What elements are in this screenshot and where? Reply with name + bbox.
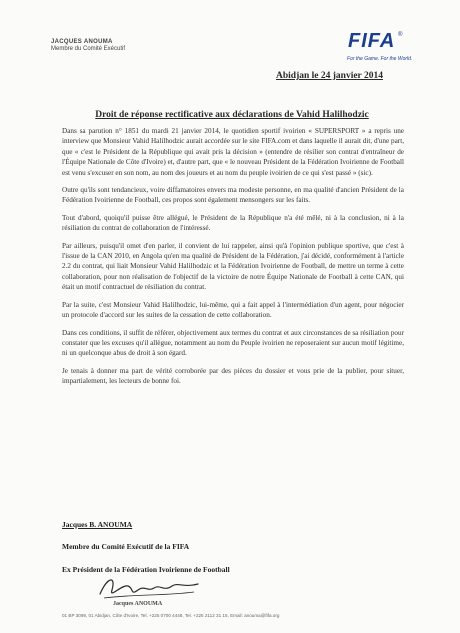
sender-role: Membre du Comité Exécutif <box>51 46 126 52</box>
signed-name: Jacques ANOUMA <box>113 601 163 607</box>
paragraph: Dans sa parution n° 1851 du mardi 21 janvier 2014, le quotidien sportif ivoirien « SUPERSPORT » a repris une interview que Monsieur Vahid Halilhodzic aurait accordée sur le site FIFA.com et dans laquelle il aurait dit, d'une part, que « c'est le Président de la République qui avait pris la décision » (entendre de résilier son contrat d'entraîneur de l'Équipe Nationale de Côte d'Ivoire) et, d'autre part, que « le nouveau Président de la Fédération Ivoirienne de Football est venu s'excuser en son nom, au nom des joueurs et au nom du peuple ivoirien de ce qui s'est passé » (sic). <box>62 127 404 177</box>
paragraph: Tout d'abord, quoiqu'il puisse être allégué, le Président de la République n'a été mêlé, ni à la conclusion, ni à la résiliation du contrat de collaboration de l'intéressé. <box>62 213 404 233</box>
letter-footer: 01 BP 3099, 01 Abidjan, Côte d'Ivoire, Tel. +225 0700 4448, Tel. +225 2112 31 15, Email: anouma@fifa.org <box>62 613 280 618</box>
sender-name: JACQUES ANOUMA <box>51 39 113 45</box>
paragraph: Outre qu'ils sont tendancieux, voire diffamatoires envers ma modeste personne, en ma qualité d'ancien Président de la Fédération Ivoirienne de Football, ces propos sont également mensongers sur les faits. <box>62 186 404 205</box>
sender-header <box>51 39 125 53</box>
signatory-name: Jacques B. ANOUMA <box>62 520 133 529</box>
paragraph: Par la suite, c'est Monsieur Vahid Halilhodzic, lui-même, qui a fait appel à l'intermédiation d'un agent, pour négocier un protocole d'accord sur les suites de la cessation de cette collaboration. <box>62 300 404 320</box>
paragraph: Dans ces conditions, il suffit de référer, objectivement aux termes du contrat et aux circonstances de sa résiliation pour constater que les excuses qu'il allègue, notamment au nom du Peuple ivoirien ne reposeraient sur aucun motif légitime, ni un quelconque abus de droit à son égard. <box>62 328 405 358</box>
fifa-logo: FIFA <box>348 30 396 52</box>
letter-date: Abidjan le 24 janvier 2014 <box>276 71 383 81</box>
handwritten-signature <box>94 572 204 602</box>
signatory-title-1: Membre du Comité Exécutif de la FIFA <box>62 542 190 551</box>
paragraph: Je tenais à donner ma part de vérité corroborée par des pièces du dossier et vous prie de la publier, pour situer, impartialement, les lecteurs de bonne foi. <box>62 366 404 386</box>
signatory-title-2: Ex Président de la Fédération Ivoirienne de Football <box>62 565 230 574</box>
paragraph: Par ailleurs, puisqu'il omet d'en parler, il convient de lui rappeler, ainsi qu'à l'opinion publique sportive, que c'est à l'issue de la CAN 2010, en Angola qu'en ma qualité de Président de la Fédération, j'ai décidé, conformément à l'article 2.2 du contrat, qui liait Monsieur Vahid Halilhodzic et la Fédération Ivoirienne de Football, de mettre un terme à cette collaboration, pour non réalisation de l'objectif de la victoire de notre Équipe Nationale de Football à cette CAN, qui était un motif contractuel de résiliation du contrat. <box>62 241 404 292</box>
letter-title: Droit de réponse rectificative aux déclarations de Vahid Halilhodzic <box>95 110 369 120</box>
fifa-slogan: For the Game. For the World. <box>347 56 413 62</box>
letter-body <box>62 126 404 394</box>
registered-mark: ® <box>398 32 403 38</box>
